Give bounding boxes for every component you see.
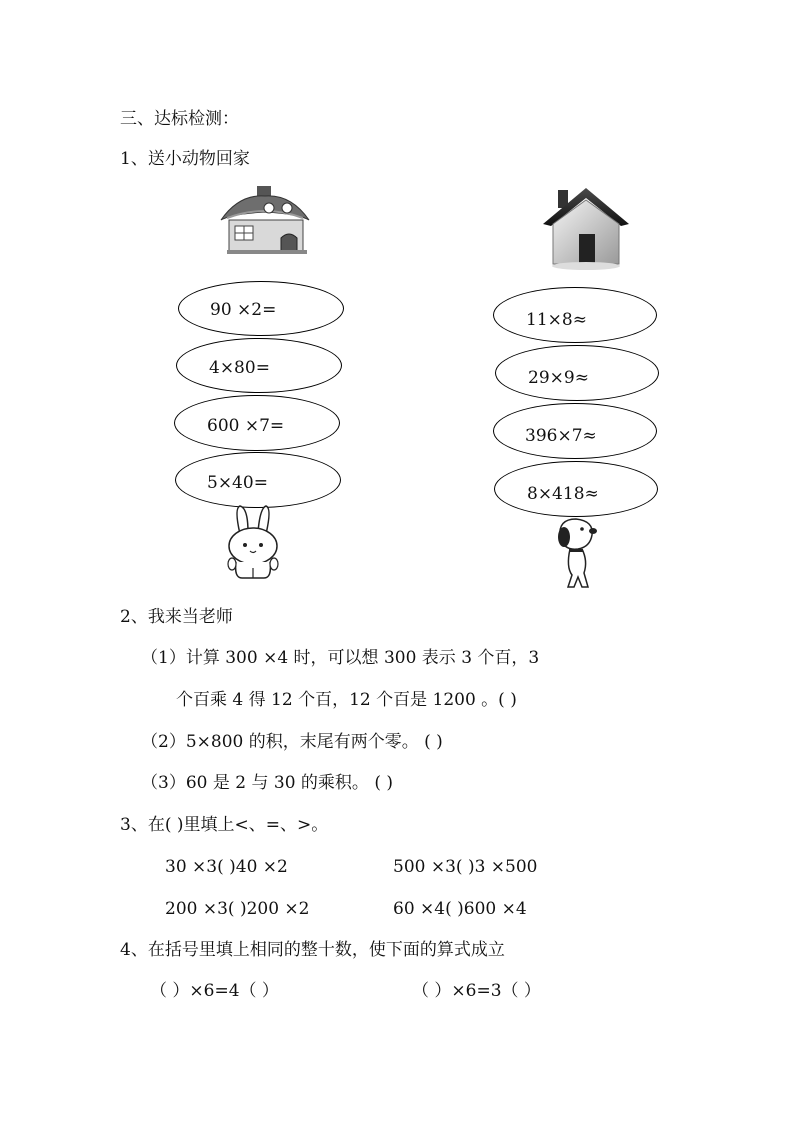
expression-text: 8×418≈ [527, 484, 599, 504]
q4-expression: （ ）×6=3（ ） [412, 981, 541, 1001]
rabbit-icon [222, 504, 284, 582]
expression-oval [174, 395, 340, 451]
q1-title: 1、送小动物回家 [120, 149, 250, 169]
q3-expression: 60 ×4( )600 ×4 [393, 899, 527, 919]
expression-text: 90 ×2= [210, 300, 277, 320]
q2-item1-line2: 个百乘 4 得 12 个百，12 个百是 1200 。( ) [176, 690, 517, 710]
q4-title: 4、在括号里填上相同的整十数，使下面的算式成立 [120, 940, 505, 960]
q3-expression: 500 ×3( )3 ×500 [393, 857, 538, 877]
q2-item2: （2）5×800 的积，末尾有两个零。 ( ) [141, 732, 443, 752]
q3-expression: 30 ×3( )40 ×2 [165, 857, 288, 877]
expression-oval [493, 403, 657, 459]
expression-oval [495, 345, 659, 401]
q3-title: 3、在( )里填上<、=、>。 [120, 815, 329, 835]
section-title: 三、达标检测： [120, 109, 239, 129]
q2-title: 2、我来当老师 [120, 607, 233, 627]
expression-text: 4×80= [209, 358, 270, 378]
q4-expression: （ ）×6=4（ ） [150, 981, 279, 1001]
dog-icon [552, 517, 600, 589]
expression-text: 396×7≈ [525, 426, 597, 446]
expression-oval [494, 461, 658, 517]
expression-text: 29×9≈ [528, 368, 589, 388]
house-icon [541, 184, 631, 270]
expression-text: 600 ×7= [207, 416, 285, 436]
expression-oval [178, 281, 344, 336]
cottage-house-icon [219, 184, 311, 256]
q2-item1-line1: （1）计算 300 ×4 时，可以想 300 表示 3 个百，3 [141, 648, 540, 668]
q3-expression: 200 ×3( )200 ×2 [165, 899, 310, 919]
expression-oval [493, 287, 657, 343]
expression-text: 5×40= [207, 473, 268, 493]
expression-oval [175, 452, 341, 508]
expression-oval [176, 338, 342, 393]
q2-item3: （3）60 是 2 与 30 的乘积。 ( ) [141, 773, 393, 793]
expression-text: 11×8≈ [526, 310, 587, 330]
